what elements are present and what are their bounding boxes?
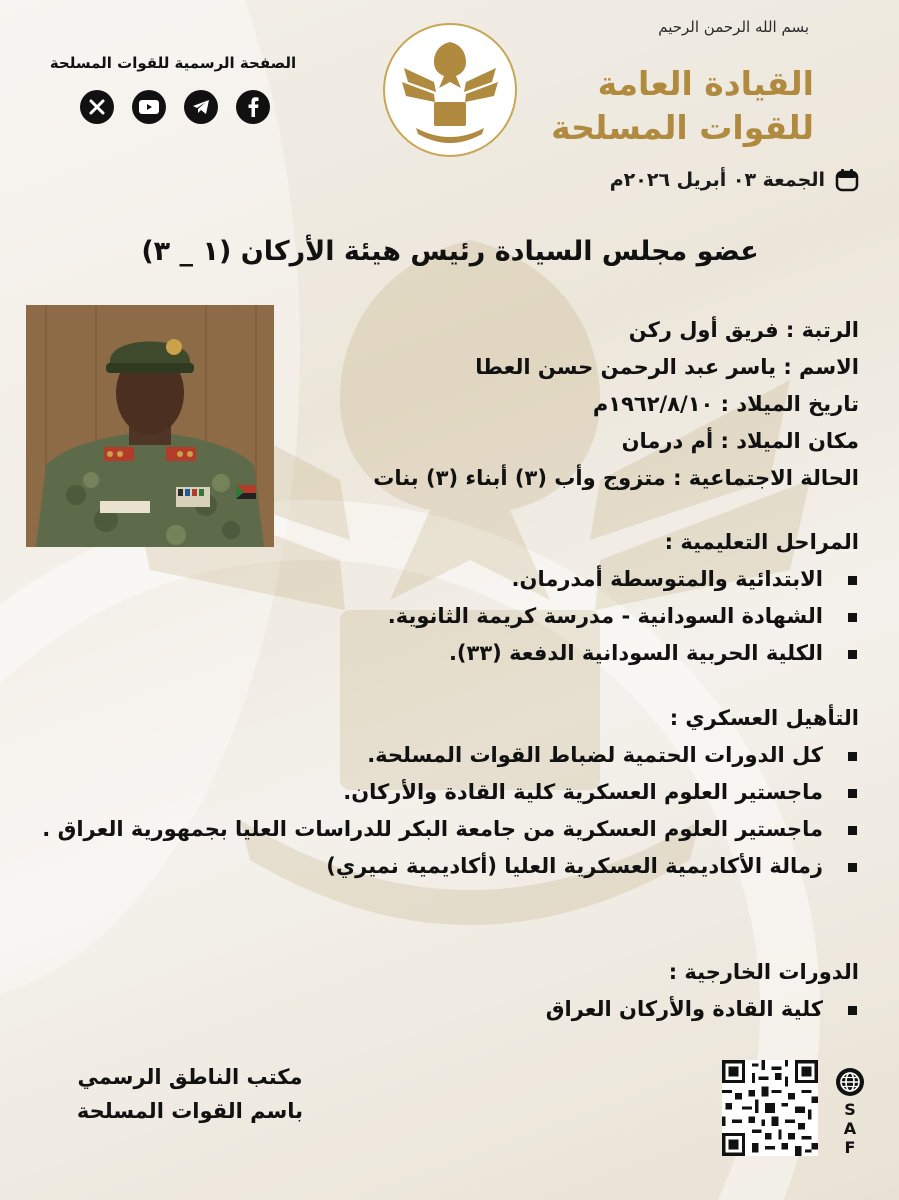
list-item: ماجستير العلوم العسكرية كلية القادة والأركان. [39,774,859,811]
list-item: كل الدورات الحتمية لضباط القوات المسلحة. [39,737,859,774]
name-line: الاسم : ياسر عبد الرحمن حسن العطا [475,355,859,379]
facebook-icon[interactable] [236,90,270,124]
official-page-label: الصفحة الرسمية للقوات المسلحة [49,54,297,72]
list-item: الابتدائية والمتوسطة أمدرمان. [59,561,859,598]
rank-line: الرتبة : فريق أول ركن [628,318,859,342]
telegram-icon[interactable] [184,90,218,124]
profile-info [373,312,859,497]
org-name-line2: للقوات المسلحة [551,108,814,147]
military-heading: التأهيل العسكري : [669,706,859,730]
armed-forces-emblem-icon [382,22,518,158]
x-icon[interactable] [80,90,114,124]
birth-place-line: مكان الميلاد : أم درمان [621,429,859,453]
education-heading: المراحل التعليمية : [664,530,859,554]
marital-status-line: الحالة الاجتماعية : متزوج وأب (٣) أبناء (٣) بنات [373,466,859,490]
external-section [59,954,859,1028]
list-item: كلية القادة والأركان العراق [59,991,859,1028]
youtube-icon[interactable] [132,90,166,124]
page-title: عضو مجلس السيادة رئيس هيئة الأركان (١ _ ٣) [141,236,759,267]
calendar-icon [835,168,859,192]
date-text: الجمعة ٠٣ أبريل ٢٠٢٦م [609,169,825,191]
org-name-line1: القيادة العامة [597,64,814,103]
spokesman-line2: باسم القوات المسلحة [76,1099,304,1123]
bismillah-text: بسم الله الرحمن الرحيم [658,18,809,36]
spokesman-line1: مكتب الناطق الرسمي [77,1065,303,1089]
list-item: الكلية الحربية السودانية الدفعة (٣٣). [59,635,859,672]
military-list [39,737,859,885]
saf-letter: F [844,1138,856,1157]
birth-date-line: تاريخ الميلاد : ١٩٦٢/٨/١٠م [592,392,859,416]
external-list [59,991,859,1028]
saf-letter: A [843,1119,857,1138]
education-list [59,561,859,672]
officer-portrait-icon [26,305,274,547]
date-row [610,168,859,192]
military-section [39,700,859,885]
saf-logo-text [836,1100,864,1157]
spokesman-office [60,1060,320,1128]
list-item: ماجستير العلوم العسكرية من جامعة البكر للدراسات العليا بجمهورية العراق . [39,811,859,848]
list-item: زمالة الأكاديمية العسكرية العليا (أكاديمية نميري) [39,848,859,885]
education-section [59,524,859,672]
external-heading: الدورات الخارجية : [668,960,859,984]
qr-code-icon[interactable] [722,1060,818,1156]
list-item: الشهادة السودانية - مدرسة كريمة الثانوية. [59,598,859,635]
globe-icon[interactable] [836,1068,864,1096]
portrait-photo [26,305,274,547]
saf-letter: S [844,1100,856,1119]
social-links [80,90,270,124]
